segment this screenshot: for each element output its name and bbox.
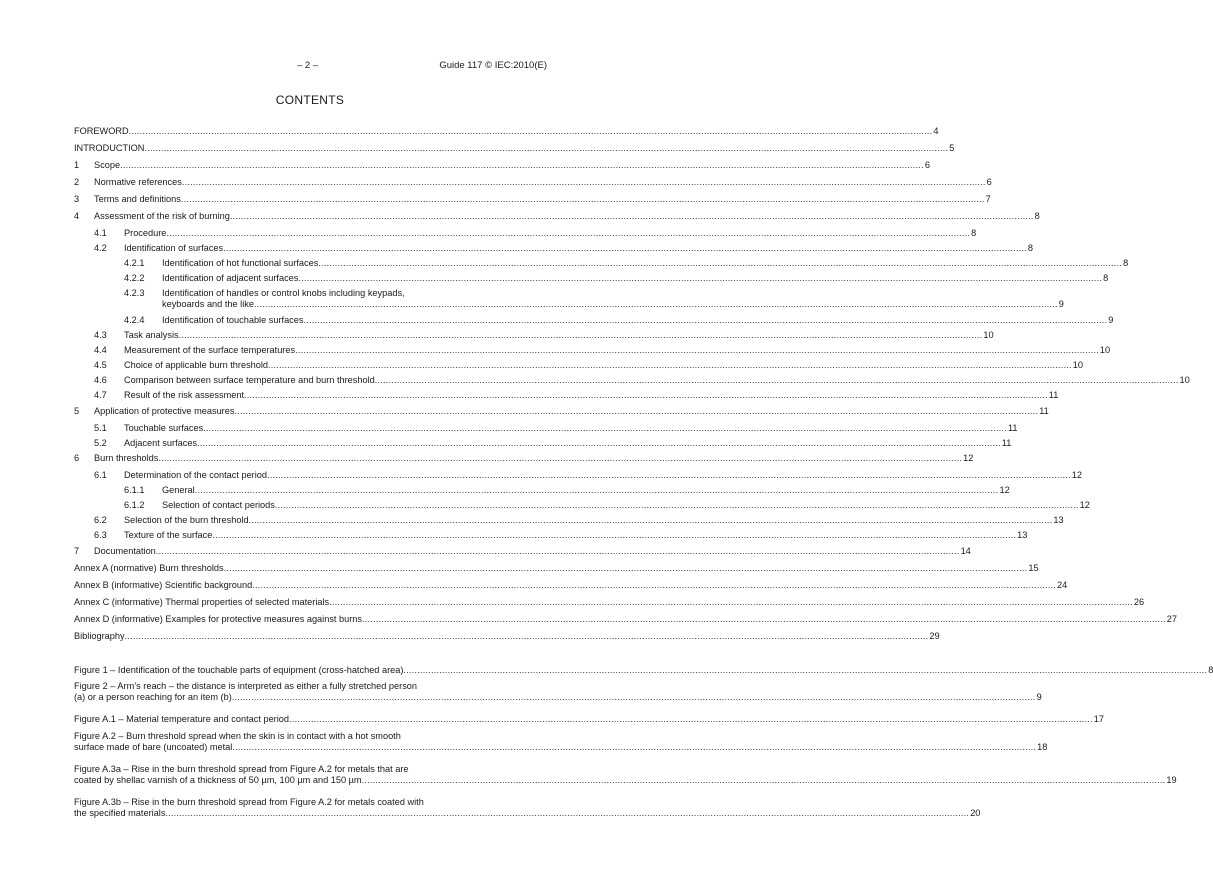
toc-entry-text: Result of the risk assessment — [124, 390, 244, 400]
dot-leader — [125, 631, 929, 642]
toc-entry-page: 12 — [999, 485, 1010, 495]
toc-entry-text: General — [162, 485, 195, 495]
toc-entry-page: 12 — [1071, 470, 1082, 480]
toc-number: 5.1 — [94, 423, 107, 433]
toc-entry-page: 29 — [929, 631, 940, 641]
toc-entry[interactable] — [74, 631, 940, 642]
toc-entry[interactable] — [124, 243, 1033, 254]
dot-leader — [244, 390, 1048, 401]
toc-entry[interactable] — [94, 177, 992, 188]
dot-leader — [181, 194, 985, 205]
figure-entry-text[interactable]: Figure 2 – Arm’s reach – the distance is interpreted as either a fully stretched person — [74, 681, 418, 691]
toc-entry-page: 8 — [1027, 243, 1033, 253]
toc-entry-text: Task analysis — [124, 330, 179, 340]
toc-entry-page: 11 — [1001, 438, 1012, 448]
toc-entry[interactable] — [124, 360, 1084, 371]
figure-entry[interactable] — [74, 742, 1048, 753]
toc-entry[interactable] — [74, 126, 939, 137]
toc-entry-page: 8 — [1034, 211, 1040, 221]
toc-entry[interactable] — [124, 390, 1059, 401]
dot-leader — [165, 808, 969, 819]
dot-leader — [197, 438, 1001, 449]
toc-entry-text: Application of protective measures — [94, 406, 235, 416]
toc-number: 6.1.1 — [124, 485, 145, 495]
figure-entry-text: coated by shellac varnish of a thickness of 50 µm, 100 µm and 150 µm — [74, 775, 362, 785]
toc-entry-text: Procedure — [124, 228, 167, 238]
figure-entry-text[interactable]: Figure A.3a – Rise in the burn threshold spread from Figure A.2 for metals that are — [74, 764, 409, 774]
toc-entry[interactable] — [74, 597, 1145, 608]
figure-entry-text[interactable]: Figure A.3b – Rise in the burn threshold spread from Figure A.2 for metals coated with — [74, 797, 424, 807]
dot-leader — [252, 580, 1056, 591]
toc-entry[interactable] — [162, 500, 1090, 511]
toc-entry-text: Burn thresholds — [94, 453, 159, 463]
dot-leader — [234, 406, 1038, 417]
dot-leader — [179, 330, 983, 341]
toc-number: 4.2.3 — [124, 288, 145, 298]
toc-entry[interactable] — [94, 406, 1049, 417]
toc-entry[interactable] — [94, 453, 974, 464]
toc-number: 5 — [74, 406, 80, 416]
dot-leader — [232, 742, 1036, 753]
toc-entry-page: 9 — [1108, 315, 1114, 325]
toc-entry-page: 12 — [1079, 500, 1090, 510]
toc-entry-text[interactable]: Identification of handles or control knobs including keypads, — [162, 288, 405, 298]
dot-leader — [329, 597, 1133, 608]
toc-entry-text: keyboards and the like — [162, 299, 254, 309]
toc-entry[interactable] — [162, 258, 1129, 269]
toc-entry-page: 12 — [963, 453, 974, 463]
dot-leader — [298, 273, 1102, 284]
toc-number: 4.2 — [94, 243, 107, 253]
toc-entry-text: Identification of touchable surfaces — [162, 315, 304, 325]
toc-entry-page: 8 — [1123, 258, 1129, 268]
toc-entry-page: 26 — [1133, 597, 1145, 607]
toc-entry-page: 10 — [983, 330, 994, 340]
dot-leader — [212, 530, 1016, 541]
toc-entry[interactable] — [124, 438, 1012, 449]
toc-entry-page: 11 — [1048, 390, 1059, 400]
toc-number: 4.6 — [94, 375, 107, 385]
toc-entry[interactable] — [124, 345, 1111, 356]
dot-leader — [318, 258, 1122, 269]
figure-entry-text: the specified materials — [74, 808, 166, 818]
toc-number: 7 — [74, 546, 80, 556]
toc-number: 3 — [74, 194, 80, 204]
toc-entry-page: 10 — [1072, 360, 1084, 370]
toc-number: 2 — [74, 177, 80, 187]
toc-entry-page: 15 — [1028, 563, 1039, 573]
toc-entry-text: Normative references — [94, 177, 182, 187]
dot-leader — [182, 177, 986, 188]
toc-number: 6.1 — [94, 470, 107, 480]
toc-entry-page: 13 — [1053, 515, 1064, 525]
toc-entry-text: Comparison between surface temperature and burn threshold — [124, 375, 375, 385]
toc-entry-text: Annex A (normative) Burn thresholds — [74, 563, 224, 573]
dot-leader — [144, 143, 948, 154]
dot-leader — [156, 546, 960, 557]
figure-entry[interactable] — [74, 714, 1105, 725]
toc-entry-page: 6 — [924, 160, 930, 170]
toc-entry[interactable] — [124, 330, 994, 341]
toc-entry-text: INTRODUCTION — [74, 143, 145, 153]
figure-entry-page: 8 — [1208, 665, 1213, 675]
toc-entry[interactable] — [162, 273, 1109, 284]
toc-entry-text: Identification of surfaces — [124, 243, 224, 253]
toc-entry-text: FOREWORD — [74, 126, 129, 136]
toc-entry-page: 9 — [1058, 299, 1064, 309]
toc-entry-text: Bibliography — [74, 631, 125, 641]
toc-entry-text: Scope — [94, 160, 121, 170]
toc-entry-page: 14 — [960, 546, 971, 556]
dot-leader — [158, 453, 962, 464]
figure-entry-text: Figure 1 – Identification of the touchable parts of equipment (cross-hatched area) — [74, 665, 404, 675]
dot-leader — [267, 470, 1071, 481]
toc-entry-text: Determination of the contact period — [124, 470, 267, 480]
figure-entry-text[interactable]: Figure A.2 – Burn threshold spread when the skin is in contact with a hot smooth — [74, 731, 401, 741]
dot-leader — [275, 500, 1079, 511]
dot-leader — [295, 345, 1099, 356]
figure-entry-text: Figure A.1 – Material temperature and contact period — [74, 714, 290, 724]
toc-entry[interactable] — [124, 228, 977, 239]
toc-entry[interactable] — [74, 563, 1039, 574]
figure-entry[interactable] — [74, 665, 1213, 676]
figure-entry-text: surface made of bare (uncoated) metal — [74, 742, 233, 752]
figure-entry-page: 19 — [1166, 775, 1177, 785]
dot-leader — [403, 665, 1207, 676]
toc-entry-text: Assessment of the risk of burning — [94, 211, 230, 221]
dot-leader — [129, 126, 933, 137]
toc-number: 1 — [74, 160, 80, 170]
toc-entry[interactable] — [162, 299, 1064, 310]
toc-entry-page: 10 — [1179, 375, 1190, 385]
toc-entry-text: Identification of adjacent surfaces — [162, 273, 299, 283]
dot-leader — [224, 563, 1028, 574]
page-number: – 2 – — [297, 60, 319, 71]
dot-leader — [362, 775, 1166, 786]
toc-entry[interactable] — [124, 530, 1028, 541]
dot-leader — [268, 360, 1072, 371]
page-title: CONTENTS — [275, 93, 345, 107]
toc-entry-page: 7 — [985, 194, 991, 204]
dot-leader — [254, 299, 1058, 310]
toc-entry[interactable] — [124, 423, 1018, 434]
figure-entry-text: (a) or a person reaching for an item (b) — [74, 692, 232, 702]
dot-leader — [375, 375, 1179, 386]
toc-entry-text: Texture of the surface — [124, 530, 213, 540]
figure-entry-page: 20 — [970, 808, 981, 818]
dot-leader — [230, 211, 1034, 222]
toc-entry-page: 6 — [986, 177, 992, 187]
toc-entry-text: Terms and definitions — [94, 194, 181, 204]
toc-number: 6.2 — [94, 515, 107, 525]
toc-number: 4.7 — [94, 390, 107, 400]
figure-entry[interactable] — [74, 775, 1177, 786]
toc-entry[interactable] — [94, 546, 971, 557]
toc-entry-page: 11 — [1007, 423, 1018, 433]
toc-number: 4.5 — [94, 360, 107, 370]
toc-number: 6 — [74, 453, 80, 463]
toc-entry[interactable] — [124, 375, 1190, 386]
figure-entry-page: 17 — [1093, 714, 1105, 724]
toc-entry-page: 8 — [971, 228, 977, 238]
toc-entry-text: Touchable surfaces — [124, 423, 204, 433]
toc-entry-text: Identification of hot functional surfaces — [162, 258, 319, 268]
dot-leader — [166, 228, 970, 239]
dot-leader — [249, 515, 1053, 526]
toc-entry-text: Selection of contact periods — [162, 500, 275, 510]
figure-entry[interactable] — [74, 692, 1042, 703]
toc-entry-page: 24 — [1056, 580, 1068, 590]
figure-entry[interactable] — [74, 808, 981, 819]
toc-number: 4.3 — [94, 330, 107, 340]
toc-number: 4.1 — [94, 228, 107, 238]
dot-leader — [232, 692, 1036, 703]
toc-number: 6.1.2 — [124, 500, 145, 510]
toc-entry-text: Annex B (informative) Scientific background — [74, 580, 253, 590]
toc-entry[interactable] — [162, 485, 1010, 496]
toc-entry[interactable] — [94, 211, 1040, 222]
document-reference: Guide 117 © IEC:2010(E) — [439, 60, 547, 71]
toc-entry-page: 11 — [1039, 406, 1049, 416]
toc-number: 4.2.4 — [124, 315, 145, 325]
toc-entry-text: Selection of the burn threshold — [124, 515, 249, 525]
dot-leader — [362, 614, 1166, 625]
toc-number: 5.2 — [94, 438, 107, 448]
toc-entry[interactable] — [124, 515, 1064, 526]
dot-leader — [203, 423, 1007, 434]
toc-number: 4.2.2 — [124, 273, 145, 283]
toc-entry-page: 4 — [933, 126, 939, 136]
toc-entry[interactable] — [94, 194, 991, 205]
figure-entry-page: 9 — [1036, 692, 1042, 702]
toc-number: 4.4 — [94, 345, 107, 355]
toc-entry[interactable] — [74, 143, 955, 154]
toc-entry-page: 10 — [1099, 345, 1111, 355]
toc-entry-text: Adjacent surfaces — [124, 438, 198, 448]
toc-entry-text: Annex D (informative) Examples for protective measures against burns — [74, 614, 362, 624]
toc-entry[interactable] — [94, 160, 930, 171]
dot-leader — [289, 714, 1093, 725]
toc-entry-page: 27 — [1166, 614, 1177, 624]
dot-leader — [195, 485, 999, 496]
dot-leader — [120, 160, 924, 171]
toc-entry-text: Annex C (informative) Thermal properties of selected materials — [74, 597, 330, 607]
toc-entry[interactable] — [162, 315, 1114, 326]
toc-entry-page: 13 — [1017, 530, 1028, 540]
toc-entry[interactable] — [74, 580, 1068, 591]
toc-entry-text: Choice of applicable burn threshold — [124, 360, 269, 370]
toc-entry-page: 5 — [949, 143, 955, 153]
toc-entry-text: Documentation — [94, 546, 156, 556]
toc-number: 4 — [74, 211, 80, 221]
toc-entry-page: 8 — [1103, 273, 1109, 283]
toc-entry-text: Measurement of the surface temperatures — [124, 345, 296, 355]
toc-number: 4.2.1 — [124, 258, 145, 268]
toc-entry[interactable] — [124, 470, 1082, 481]
dot-leader — [303, 315, 1107, 326]
toc-entry[interactable] — [74, 614, 1177, 625]
figure-entry-page: 18 — [1037, 742, 1048, 752]
dot-leader — [223, 243, 1027, 254]
toc-number: 6.3 — [94, 530, 107, 540]
